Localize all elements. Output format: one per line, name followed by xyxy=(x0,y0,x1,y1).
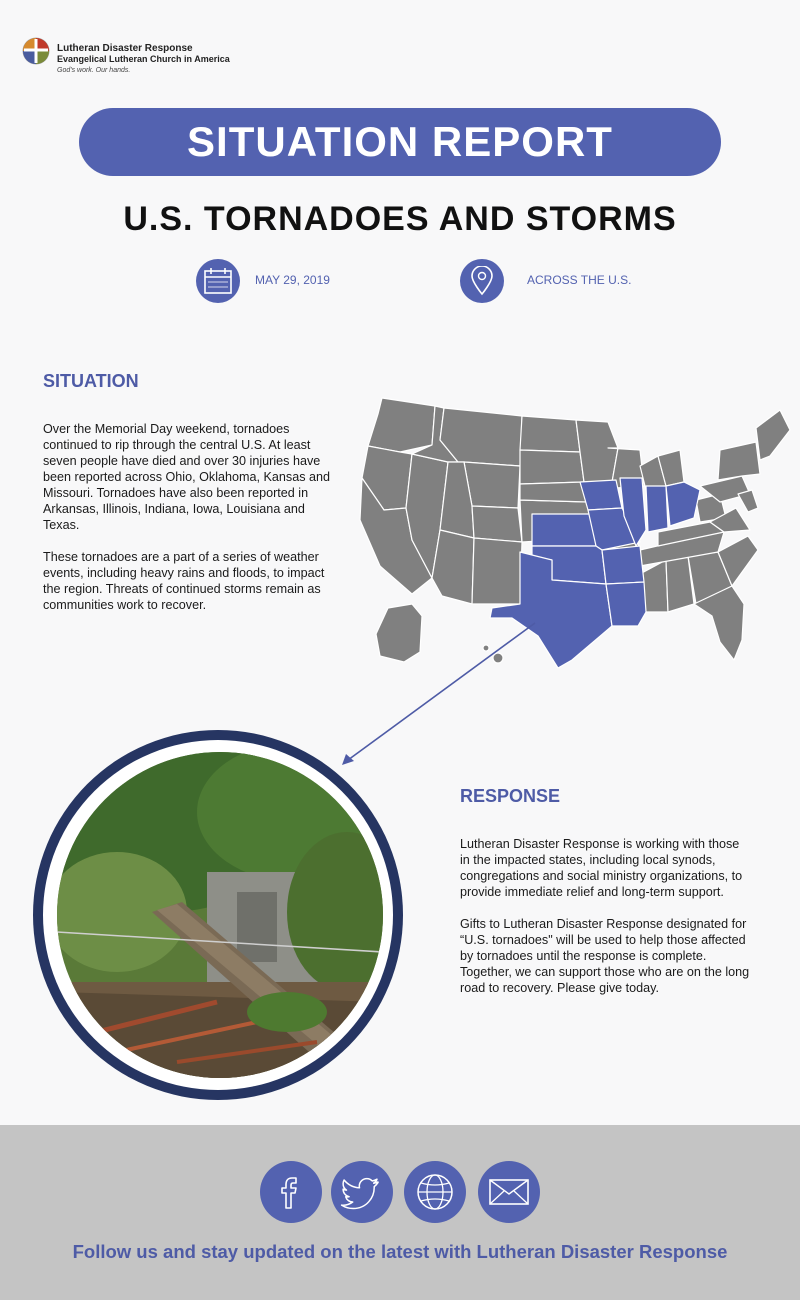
map-state-kansas xyxy=(532,514,596,546)
map-state xyxy=(520,482,588,502)
response-heading: RESPONSE xyxy=(460,786,561,806)
report-date: MAY 29, 2019 xyxy=(255,273,330,287)
map-state-arkansas xyxy=(602,546,644,584)
map-state xyxy=(472,538,522,604)
map-state xyxy=(432,530,474,604)
response-paragraph: Lutheran Disaster Response is working with those in the impacted states, including local synods, congregations and social ministry organizations, to provide immediate relief and long-term support. xyxy=(460,837,743,899)
globe-icon[interactable] xyxy=(404,1161,466,1223)
map-state xyxy=(464,462,520,508)
mail-icon[interactable] xyxy=(478,1161,540,1223)
map-state xyxy=(520,416,580,452)
logo-org-name: Lutheran Disaster Response xyxy=(57,43,193,54)
map-state xyxy=(738,490,758,512)
situation-paragraph: Over the Memorial Day weekend, tornadoes continued to rip through the central U.S. At least seven people have died and over 30 injuries have been reported across Ohio, Oklahoma, Kansas and Missouri. Tornadoes have also been reported in Arkansas, Illinois, Indiana, Iowa, Louisiana and Texas. xyxy=(43,422,331,532)
logo[interactable] xyxy=(22,37,262,77)
report-location: ACROSS THE U.S. xyxy=(527,273,632,287)
storm-damage-photo xyxy=(57,752,383,1078)
twitter-icon[interactable] xyxy=(331,1161,393,1223)
response-text xyxy=(460,836,750,1012)
map-state xyxy=(756,410,790,460)
map-state xyxy=(576,420,618,482)
pointer-arrow xyxy=(330,615,550,775)
map-state-iowa xyxy=(580,480,622,510)
response-paragraph: Gifts to Lutheran Disaster Response designated for “U.S. tornadoes" will be used to help those affected by tornadoes until the response is complete. Together, we can support those who are on the long road to recovery. Please give today. xyxy=(460,917,750,995)
location-pin-icon xyxy=(460,259,504,303)
situation-paragraph: These tornadoes are a part of a series of weather events, including heavy rains and floods, to impact the region. Threats of continued storms remain as communities work to recover. xyxy=(43,550,325,612)
map-state-indiana xyxy=(646,486,668,532)
map-state xyxy=(472,506,522,542)
map-state xyxy=(520,450,584,484)
map-state-louisiana xyxy=(606,582,646,626)
situation-text xyxy=(43,421,343,629)
footer xyxy=(0,1125,800,1300)
calendar-icon xyxy=(196,259,240,303)
logo-church-name: Evangelical Lutheran Church in America xyxy=(57,54,230,64)
page-title: U.S. TORNADOES AND STORMS xyxy=(123,200,677,238)
facebook-icon[interactable] xyxy=(260,1161,322,1223)
map-state-ohio xyxy=(666,482,700,526)
report-banner xyxy=(79,108,721,176)
elca-cross-logo-icon xyxy=(22,37,50,65)
logo-tagline: God's work. Our hands. xyxy=(57,67,131,74)
situation-heading: SITUATION xyxy=(43,371,139,391)
map-state xyxy=(368,398,435,452)
map-state xyxy=(718,442,760,480)
footer-follow-text: Follow us and stay updated on the latest with Lutheran Disaster Response xyxy=(72,1241,728,1262)
banner-title: SITUATION REPORT xyxy=(187,118,613,165)
